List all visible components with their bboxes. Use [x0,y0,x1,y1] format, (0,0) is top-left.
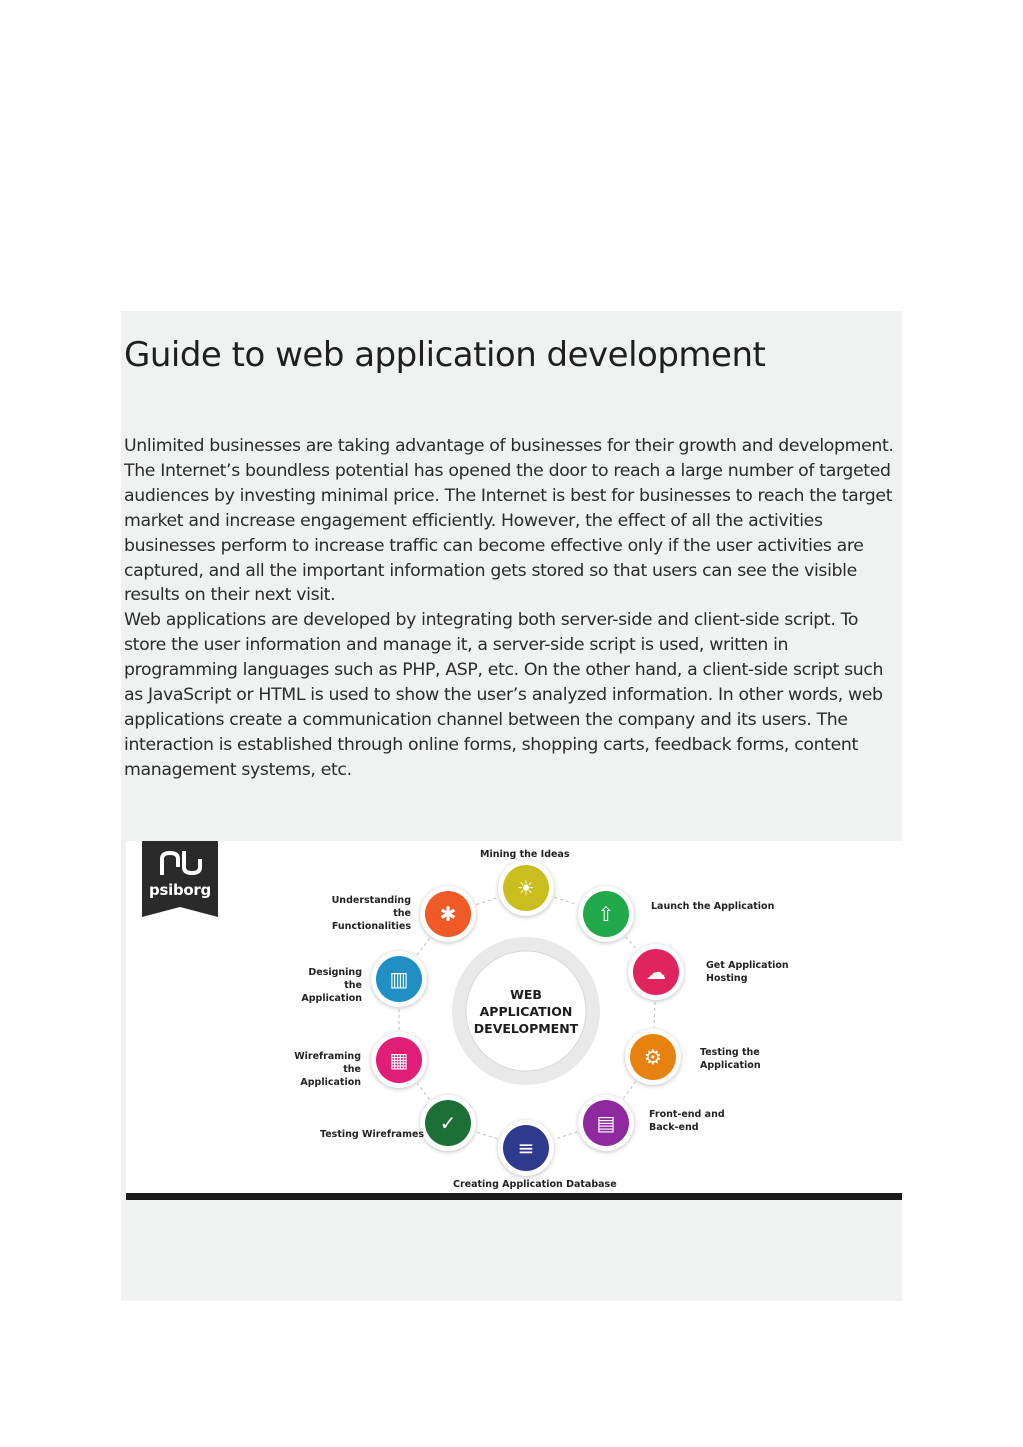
browser-icon: ▤ [596,1111,616,1135]
step-node-2 [583,891,631,939]
cloud-server-icon: ☁ [646,960,666,984]
step-label-8: Wireframing the Application [294,1051,361,1088]
process-diagram-figure [126,841,902,1200]
step-label-4: Testing the Application [700,1047,761,1071]
functionality-icon: ✱ [439,902,457,926]
connector-7 [417,1084,429,1100]
paragraph-2: Web applications are developed by integrating both server-side and client-side script. To store the user information and manage it, a server-side script is used, written in programming languages such as PHP, ASP, etc. On the other hand, a client-side script such as JavaScript or HTML is used to show the user’s analyzed information. In other words, web applications create a communication channel between the company and its users. The interaction is established through online forms, shopping carts, feedback forms, content management systems, etc. [124,610,884,780]
content-panel [121,311,902,1301]
figure-bottom-bar [126,1193,902,1200]
connector-3 [654,1002,655,1027]
diagram-center-label: WEB APPLICATION DEVELOPMENT [473,987,579,1036]
connector-5 [555,1132,578,1139]
step-label-9: Designing the Application [301,967,362,1004]
step-label-3: Get Application Hosting [706,960,789,984]
step-node-10 [425,891,473,939]
logo-wordmark: psiborg [149,881,211,899]
database-icon: ≡ [517,1136,535,1160]
psiborg-logo [142,841,218,917]
step-label-1: Mining the Ideas [480,849,570,860]
wireframe-icon: ▦ [389,1048,409,1072]
rocket-icon: ⇧ [597,902,615,926]
step-node-7 [425,1100,473,1148]
step-node-8 [376,1037,424,1085]
connector-1 [555,897,578,904]
gear-test-icon: ⚙ [644,1045,662,1069]
step-label-5: Front-end and Back-end [649,1109,725,1133]
step-node-5 [583,1100,631,1148]
connector-9 [417,938,430,955]
step-node-1 [503,865,551,913]
step-label-2: Launch the Application [651,901,775,912]
step-node-6 [503,1125,551,1173]
connector-6 [477,1132,498,1139]
lightbulb-icon: ☀ [517,876,535,900]
step-label-6: Creating Application Database [453,1179,617,1190]
page-title: Guide to web application development [124,335,766,375]
step-label-7: Testing Wireframes [320,1129,425,1140]
paragraph-1: Unlimited businesses are taking advantage of businesses for their growth and development. The Internet’s boundless potential has opened the door to reach a large number of targeted audiences by investing minimal price. The Internet is best for businesses to reach the target market and increase engagement efficiently. However, the effect of all the activities businesses perform to increase traffic can become effective only if the user activities are captured, and all the important information gets stored so that users can see the visible results on their next visit. [124,436,894,606]
step-label-10: Understanding the Functionalities [331,895,411,932]
design-chart-icon: ▥ [389,967,409,991]
step-node-9 [376,956,424,1004]
connector-4 [623,1081,635,1098]
step-node-4 [630,1034,678,1082]
connector-10 [476,897,497,904]
checklist-icon: ✓ [439,1111,457,1135]
step-node-3 [633,949,681,997]
article-body [124,434,902,783]
